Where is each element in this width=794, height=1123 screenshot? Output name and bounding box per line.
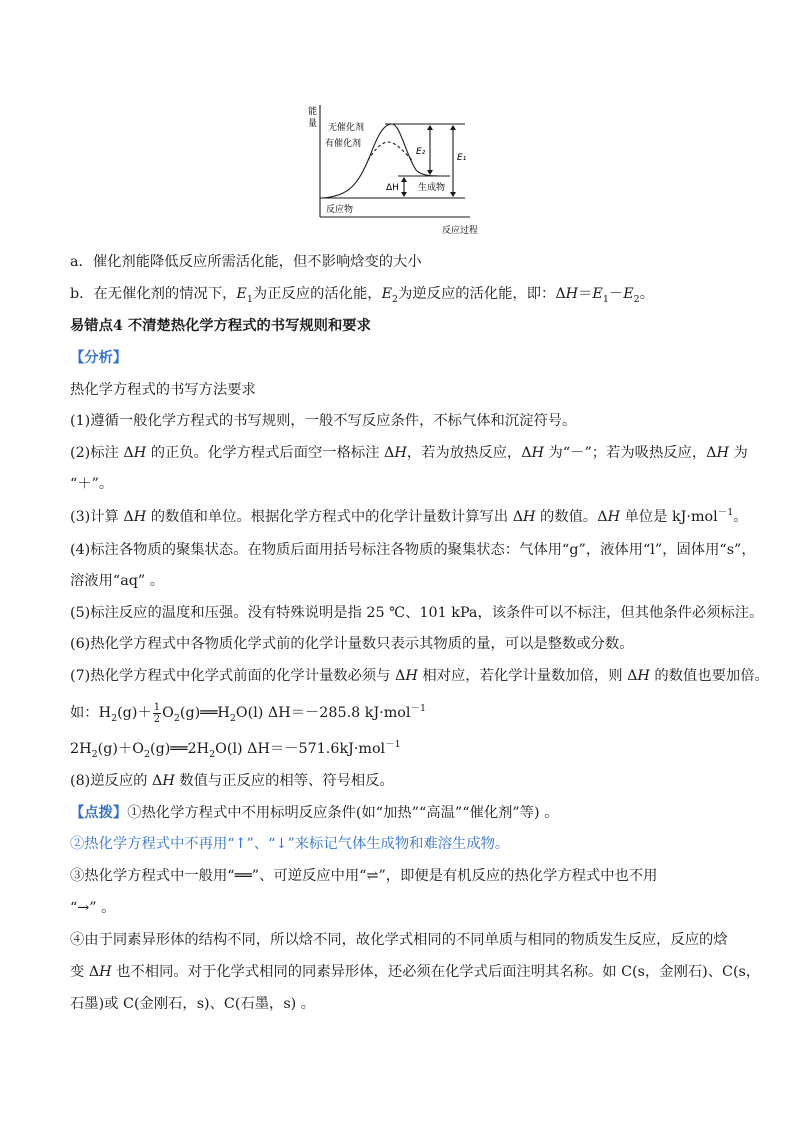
rule-2-continued: “＋”。 [70,476,114,492]
energy-diagram [300,100,490,240]
rule-2: (2)标注 ΔH 的正负。化学方程式后面空一格标注 ΔH，若为放热反应，ΔH 为“－”；若为吸热反应，ΔH 为 [70,445,748,461]
e2-label: E₂ [416,147,426,157]
rule-6: (6)热化学方程式中各物质化学式前的化学计量数只表示其物质的量，可以是整数或分数。 [70,636,634,652]
e1-label: E₁ [457,153,467,163]
rule-3: (3)计算 ΔH 的数值和单位。根据化学方程式中的化学计量数计算写出 ΔH 的数值。ΔH 单位是 kJ·mol$^{-1}$。 [70,507,748,525]
tip-3-continued: “→” 。 [70,900,116,916]
tip-4-continued: 变 ΔH 也不相同。对于化学式相同的同素异形体，还必须在化学式后面注明其名称。如 C(s，金刚石)、C(s， [70,964,761,980]
equation-2: $2H_2(g)+O_2(g)══2H_2O(l)$ ΔH＝－571.6kJ·mol$^{-1}$ [70,739,401,760]
tip-4: ④由于同素异形体的结构不同，所以焓不同，故化学式相同的不同单质与相同的物质发生反应，反应的焓 [70,932,728,948]
rule-4: (4)标注各物质的聚集状态。在物质后面用括号标注各物质的聚集状态：气体用“g”，液体用“l”，固体用“s”， [70,542,756,558]
y-axis-label-1: 能 [308,107,318,117]
tip-2: ②热化学方程式中不再用“↑”、“↓”来标记气体生成物和难溶生成物。 [70,836,510,852]
intro: 热化学方程式的书写方法要求 [70,382,256,398]
section-title: 易错点4 不清楚热化学方程式的书写规则和要求 [70,318,371,334]
equation-1: 如：$H_2(g)+$ $\frac{1}{2}$ $O_2(g)══H_2O(l)$ ΔH＝－285.8 kJ·mol$^{-1}$ [70,701,426,725]
rule-5: (5)标注反应的温度和压强。没有特殊说明是指 25 ℃、101 kPa，该条件可以不标注，但其他条件必须标注。 [70,605,764,621]
tip-1: 【点拨】①热化学方程式中不用标明反应条件(如“加热”“高温”“催化剂”等) 。 [70,805,559,821]
tip-4-final: 石墨)或 C(金刚石，s)、C(石墨，s) 。 [70,996,316,1012]
x-axis-label: 反应过程 [442,226,479,236]
rule-8: (8)逆反应的 ΔH 数值与正反应的相等、符号相反。 [70,773,394,789]
fraction-one-half: $\frac{1}{2}$ [153,701,161,725]
product-label: 生成物 [418,183,446,193]
note-b: b．在无催化剂的情况下，$E_1$为正反应的活化能，$E_2$为逆反应的活化能，即：$\Delta H=E_1-E_2$。 [70,286,654,305]
reactant-label: 反应物 [326,205,354,215]
dh-label: ΔH [386,183,399,193]
catalyzed-label: 有催化剂 [325,139,362,149]
tip-3: ③热化学方程式中一般用“══”、可逆反应中用“⇌”，即便是有机反应的热化学方程式中也不用 [70,868,658,884]
tip-label: 【点拨】 [70,805,128,821]
note-a: a．催化剂能降低反应所需活化能，但不影响焓变的大小 [70,254,422,270]
rule-1: (1)遵循一般化学方程式的书写规则，一般不写反应条件，不标气体和沉淀符号。 [70,413,577,429]
rule-7: (7)热化学方程式中化学式前面的化学计量数必须与 ΔH 相对应，若化学计量数加倍，则 ΔH 的数值也要加倍。 [70,668,769,684]
rule-4-continued: 溶液用“aq” 。 [70,573,165,589]
y-axis-label-2: 量 [308,119,318,129]
uncatalyzed-label: 无催化剂 [328,123,365,133]
analysis-label: 【分析】 [70,350,128,366]
